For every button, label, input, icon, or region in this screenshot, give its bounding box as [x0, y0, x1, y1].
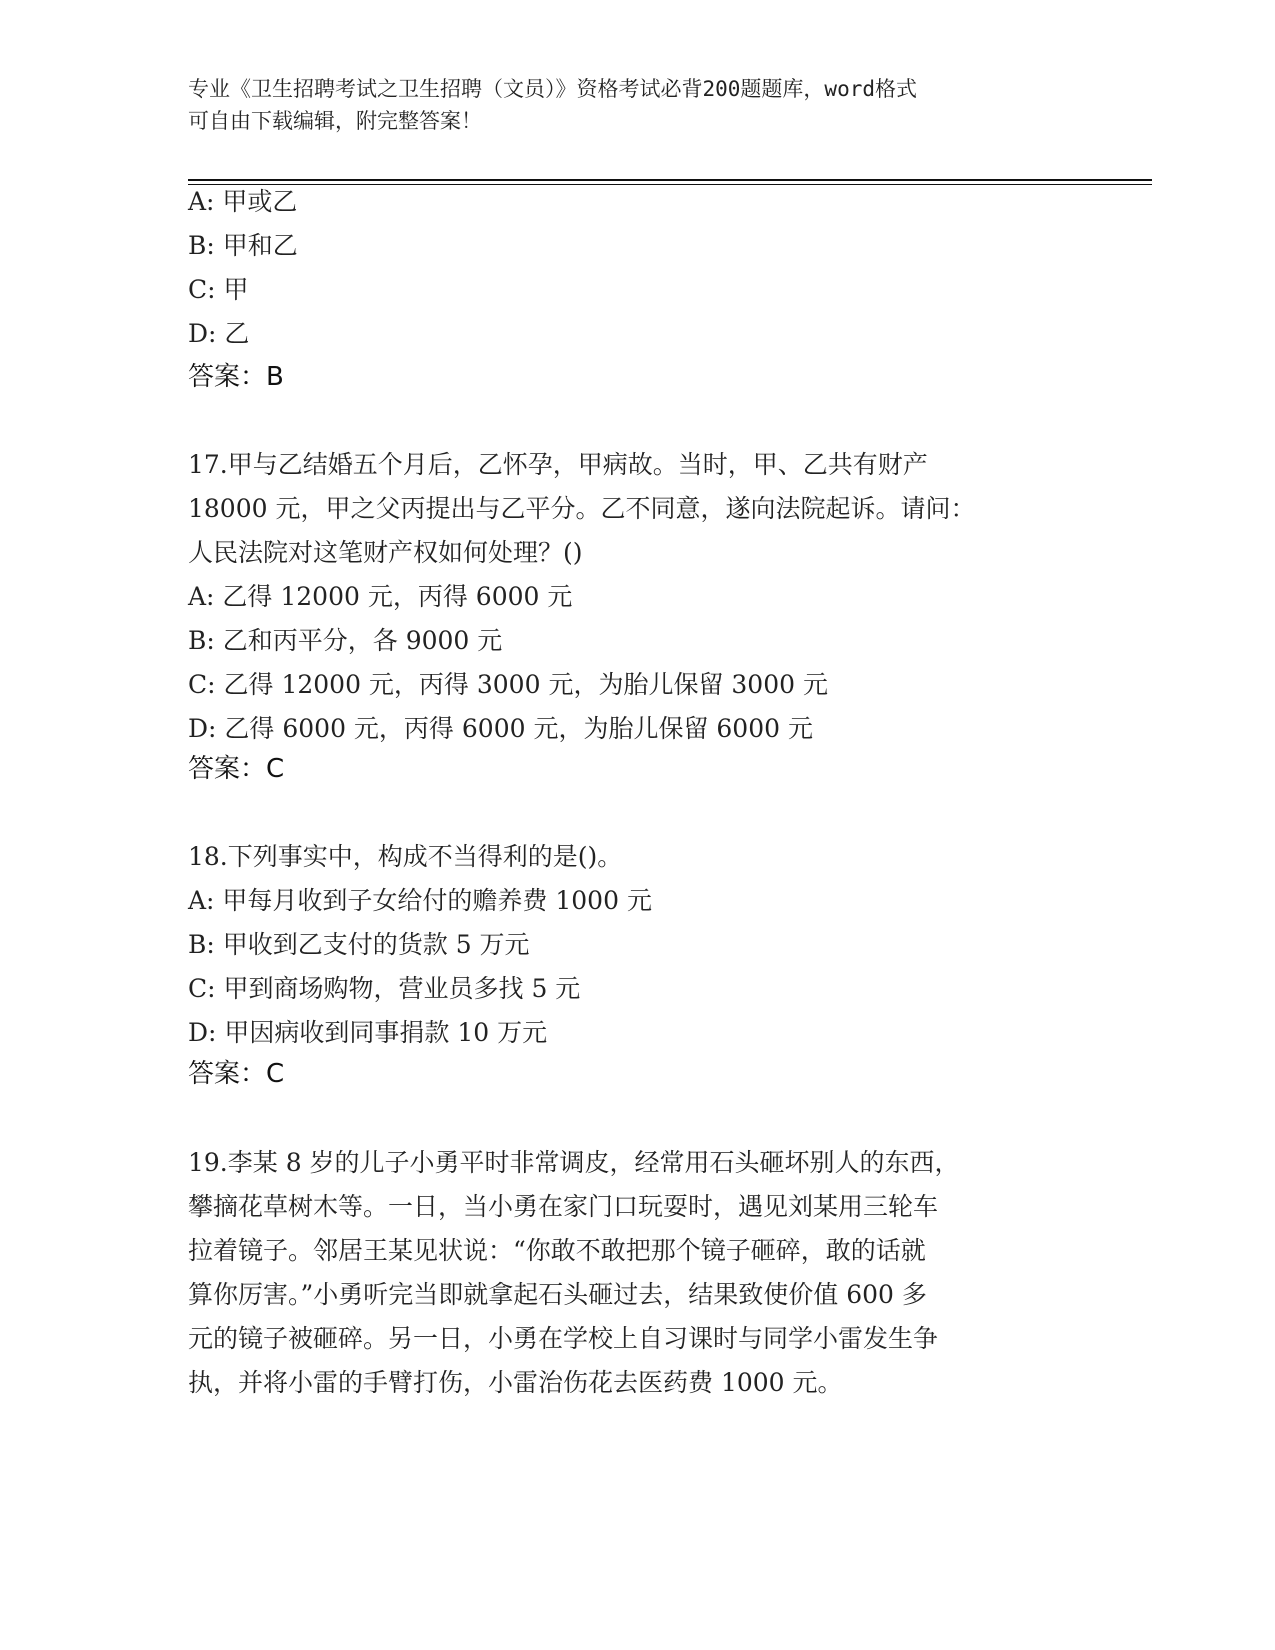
q19-question-line-6: 执，并将小雷的手臂打伤，小雷治伤花去医药费 1000 元。 [188, 1368, 843, 1397]
q18-option-c: C: 甲到商场购物，营业员多找 5 元 [188, 974, 581, 1003]
q16-option-a: A: 甲或乙 [188, 187, 298, 216]
q16-option-c: C: 甲 [188, 275, 249, 304]
q17-option-a: A: 乙得 12000 元，丙得 6000 元 [188, 582, 573, 611]
q17-answer: 答案：C [188, 754, 285, 784]
q17-option-c: C: 乙得 12000 元，丙得 3000 元，为胎儿保留 3000 元 [188, 670, 828, 699]
header-rule-thin [188, 184, 1152, 185]
q16-option-d: D: 乙 [188, 319, 250, 348]
q16-answer: 答案：B [188, 362, 284, 392]
header-line-1: 专业《卫生招聘考试之卫生招聘（文员）》资格考试必背200题题库，word格式 [188, 77, 917, 101]
q17-question-line-1: 17.甲与乙结婚五个月后，乙怀孕，甲病故。当时，甲、乙共有财产 [188, 450, 928, 479]
header-rule-thick [188, 179, 1152, 181]
q18-option-a: A: 甲每月收到子女给付的赡养费 1000 元 [188, 886, 652, 915]
q17-question-line-2: 18000 元，甲之父丙提出与乙平分。乙不同意，遂向法院起诉。请问： [188, 494, 976, 523]
q19-question-line-5: 元的镜子被砸碎。另一日，小勇在学校上自习课时与同学小雷发生争 [188, 1324, 939, 1353]
q19-question-line-4: 算你厉害。”小勇听完当即就拿起石头砸过去，结果致使价值 600 多 [188, 1280, 927, 1309]
q19-question-line-3: 拉着镜子。邻居王某见状说：“你敢不敢把那个镜子砸碎，敢的话就 [188, 1236, 926, 1265]
q18-option-d: D: 甲因病收到同事捐款 10 万元 [188, 1018, 548, 1047]
q19-question-line-2: 攀摘花草树木等。一日，当小勇在家门口玩耍时，遇见刘某用三轮车 [188, 1192, 939, 1221]
q17-option-d: D: 乙得 6000 元，丙得 6000 元，为胎儿保留 6000 元 [188, 714, 813, 743]
document-header [188, 73, 1088, 137]
q16-option-b: B: 甲和乙 [188, 231, 298, 260]
q19-question-line-1: 19.李某 8 岁的儿子小勇平时非常调皮，经常用石头砸坏别人的东西， [188, 1148, 960, 1177]
q18-option-b: B: 甲收到乙支付的货款 5 万元 [188, 930, 530, 959]
q18-question-line-1: 18.下列事实中，构成不当得利的是()。 [188, 842, 623, 871]
header-line-2: 可自由下载编辑，附完整答案！ [188, 109, 482, 133]
q18-answer: 答案：C [188, 1059, 285, 1089]
q17-option-b: B: 乙和丙平分，各 9000 元 [188, 626, 503, 655]
q17-question-line-3: 人民法院对这笔财产权如何处理？() [188, 538, 583, 567]
